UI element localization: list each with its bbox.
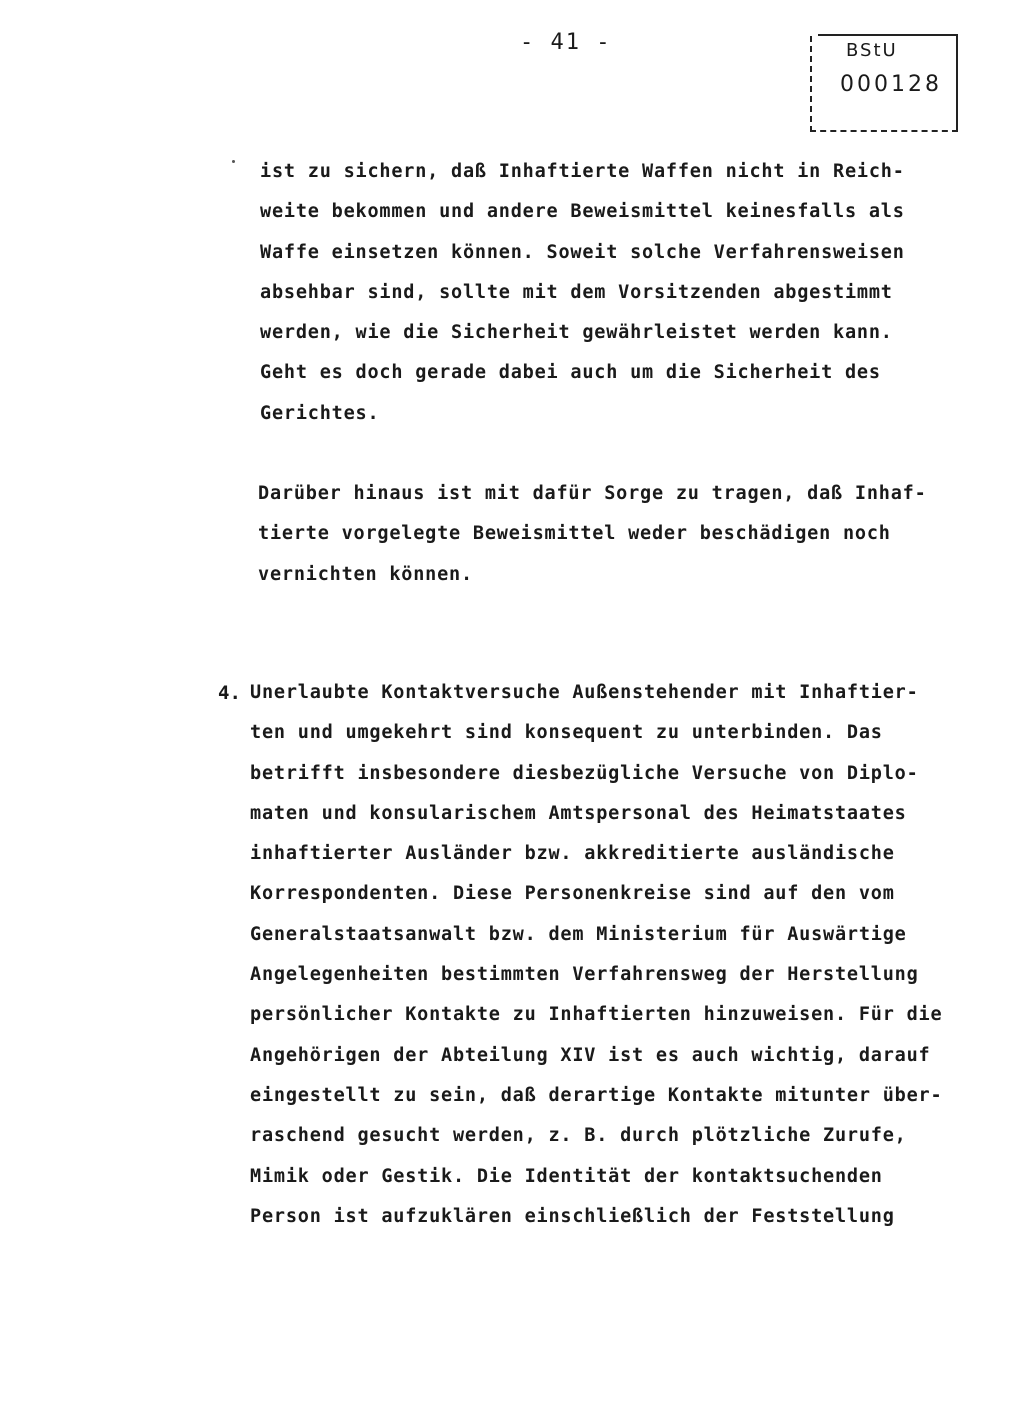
text-line: eingestellt zu sein, daß derartige Kontakte mitunter über- [250, 1084, 943, 1106]
paragraph-1 [260, 152, 960, 434]
text-line: tierte vorgelegte Beweismittel weder beschädigen noch [258, 523, 891, 545]
archive-stamp [810, 32, 958, 132]
text-line: Mimik oder Gestik. Die Identität der kontaktsuchenden [250, 1165, 883, 1187]
text-line: werden, wie die Sicherheit gewährleistet werden kann. [260, 322, 893, 344]
stamp-number: 000128 [840, 72, 942, 97]
stamp-border-bottom [810, 128, 958, 132]
margin-dot [232, 160, 235, 163]
text-line: weite bekommen und andere Beweismittel keinesfalls als [260, 201, 905, 223]
text-line: absehbar sind, sollte mit dem Vorsitzenden abgestimmt [260, 281, 893, 303]
list-marker: 4. [218, 682, 241, 704]
text-line: Geht es doch gerade dabei auch um die Sicherheit des [260, 362, 881, 384]
stamp-border-top [818, 34, 958, 38]
text-line: ten und umgekehrt sind konsequent zu unterbinden. Das [250, 722, 883, 744]
text-line: Person ist aufzuklären einschließlich der Feststellung [250, 1205, 895, 1227]
text-line: inhaftierter Ausländer bzw. akkreditierte ausländische [250, 843, 895, 865]
text-line: ist zu sichern, daß Inhaftierte Waffen nicht in Reich- [260, 161, 905, 182]
text-line: Darüber hinaus ist mit dafür Sorge zu tragen, daß Inhaf- [258, 483, 927, 504]
paragraph-2 [258, 474, 958, 595]
page-number: - 41 - [520, 30, 612, 55]
text-line: Waffe einsetzen können. Soweit solche Verfahrensweisen [260, 241, 905, 263]
text-line: betrifft insbesondere diesbezügliche Versuche von Diplo- [250, 762, 919, 784]
stamp-border-right [954, 36, 958, 132]
text-line: Angehörigen der Abteilung XIV ist es auch wichtig, darauf [250, 1044, 931, 1066]
text-line: Generalstaatsanwalt bzw. dem Ministerium für Auswärtige [250, 923, 907, 945]
stamp-label: BStU [846, 40, 898, 61]
text-line: Angelegenheiten bestimmten Verfahrensweg der Herstellung [250, 964, 919, 986]
text-line: raschend gesucht werden, z. B. durch plötzliche Zurufe, [250, 1125, 907, 1147]
text-line: maten und konsularischem Amtspersonal des Heimatstaates [250, 802, 907, 824]
paragraph-3 [250, 673, 970, 1237]
text-line: Korrespondenten. Diese Personenkreise sind auf den vom [250, 883, 895, 905]
text-line: vernichten können. [258, 563, 473, 585]
stamp-border-left [810, 36, 814, 132]
text-line: Unerlaubte Kontaktversuche Außenstehender mit Inhaftier- [250, 682, 919, 703]
text-line: persönlicher Kontakte zu Inhaftierten hinzuweisen. Für die [250, 1004, 943, 1026]
text-line: Gerichtes. [260, 402, 380, 424]
